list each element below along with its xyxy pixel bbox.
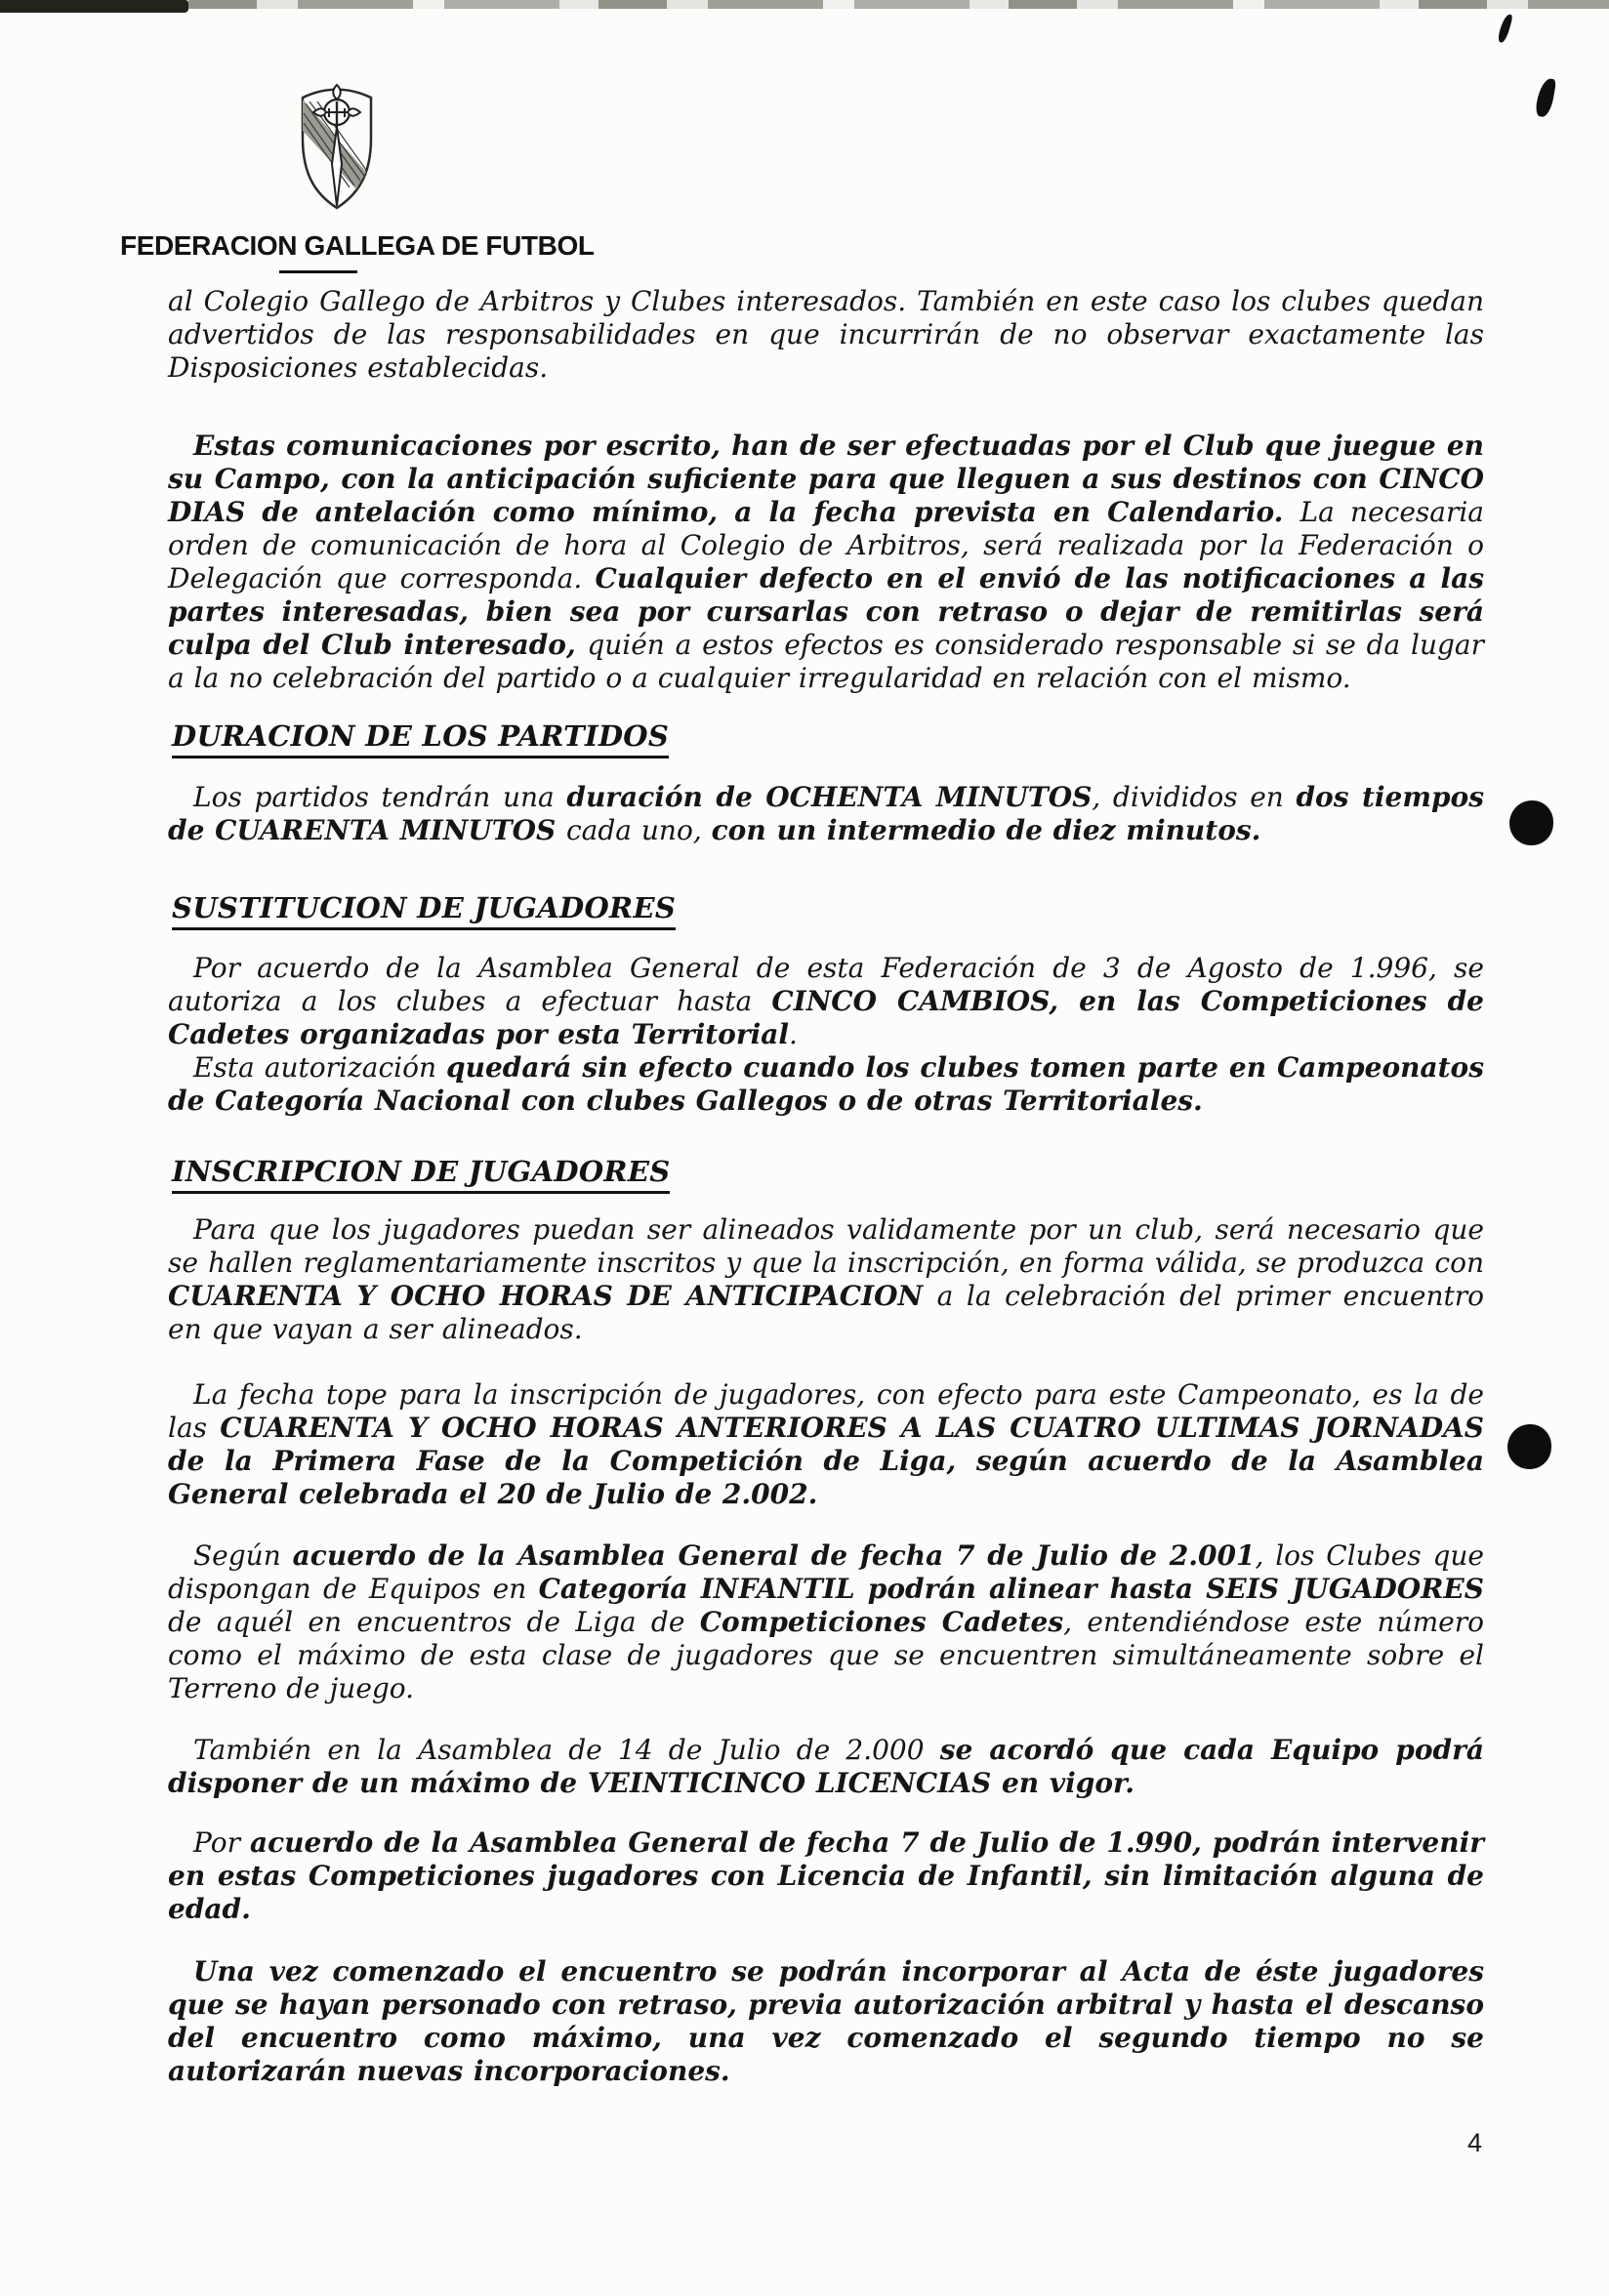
paragraph-registration-deadline: La fecha tope para la inscripción de jugadores, con efecto para este Campeonato, es la de las CUARENTA Y OCHO HORAS ANTERIORES A LAS CUATRO ULTIMAS JORNADAS de la Primera Fase de la Competición de Liga, según acuerdo de la Asamblea General celebrada el 20 de Julio de 2.002.: [168, 1378, 1484, 1510]
paragraph-communications: Estas comunicaciones por escrito, han de ser efectuadas por el Club que juegue en su Campo, con la anticipación suficiente para que lleguen a sus destinos con CINCO DIAS de antelación como mínimo, a la fecha prevista en Calendario. La necesaria orden de comunicación de hora al Colegio de Arbitros, será realizada por la Federación o Delegación que corresponda. Cualquier defecto en el envió de las notificaciones a las partes interesadas, bien sea por cursarlas con retraso o dejar de remitirlas será culpa del Club interesado, quién a estos efectos es considerado responsable si se da lugar a la no celebración del partido o a cualquier irregularidad en relación con el mismo.: [168, 430, 1485, 694]
org-title: FEDERACION GALLEGA DE FUTBOL: [120, 230, 595, 261]
scan-artifact-bar: [0, 0, 188, 13]
section-heading-sustitucion-text: SUSTITUCION DE JUGADORES: [172, 891, 676, 930]
punch-dot: [1509, 800, 1553, 845]
section-heading-inscripcion: [172, 1155, 670, 1188]
section-heading-inscripcion-text: INSCRIPCION DE JUGADORES: [172, 1155, 670, 1194]
section-heading-duracion-text: DURACION DE LOS PARTIDOS: [172, 719, 669, 758]
paragraph-infantil-license: Por acuerdo de la Asamblea General de fecha 7 de Julio de 1.990, podrán intervenir en estas Competiciones jugadores con Licencia de Infantil, sin limitación alguna de edad.: [168, 1826, 1484, 1925]
paragraph-match-duration: Los partidos tendrán una duración de OCHENTA MINUTOS, divididos en dos tiempos de CUARENTA MINUTOS cada uno, con un intermedio de diez minutos.: [168, 781, 1484, 846]
org-title-underline: [279, 270, 357, 273]
ink-mark: [1497, 13, 1513, 43]
punch-dot: [1507, 1424, 1551, 1469]
paragraph-licenses-limit: También en la Asamblea de 14 de Julio de 2.000 se acordó que cada Equipo podrá disponer de un máximo de VEINTICINCO LICENCIAS en vigor.: [168, 1734, 1484, 1799]
paragraph-notifications-intro: al Colegio Gallego de Arbitros y Clubes interesados. También en este caso los clubes quedan advertidos de las responsabilidades en que incurrirán de no observar exactamente las Disposiciones establecidas.: [168, 285, 1484, 384]
ink-mark: [1535, 77, 1557, 118]
paragraph-registration-requirement: Para que los jugadores puedan ser alineados validamente por un club, será necesario que se hallen reglamentariamente inscritos y que la inscripción, en forma válida, se produzca con CUARENTA Y OCHO HORAS DE ANTICIPACION a la celebración del primer encuentro en que vayan a ser alineados.: [168, 1213, 1484, 1345]
section-heading-duracion: [172, 719, 669, 753]
scan-artifact-smudge: [188, 0, 1609, 9]
paragraph-five-substitutions: Por acuerdo de la Asamblea General de esta Federación de 3 de Agosto de 1.996, se autoriza a los clubes a efectuar hasta CINCO CAMBIOS, en las Competiciones de Cadetes organizadas por esta Territorial.: [168, 952, 1484, 1050]
section-heading-sustitucion: [172, 891, 676, 924]
paragraph-infantil-players: Según acuerdo de la Asamblea General de fecha 7 de Julio de 2.001, los Clubes que dispongan de Equipos en Categoría INFANTIL podrán alinear hasta SEIS JUGADORES de aquél en encuentros de Liga de Competiciones Cadetes, entendiéndose este número como el máximo de esta clase de jugadores que se encuentren simultáneamente sobre el Terreno de juego.: [168, 1539, 1484, 1704]
paragraph-late-players: Una vez comenzado el encuentro se podrán incorporar al Acta de éste jugadores que se hayan personado con retraso, previa autorización arbitral y hasta el descanso del encuentro como máximo, una vez comenzado el segundo tiempo no se autorizarán nuevas incorporaciones.: [168, 1955, 1484, 2087]
paragraph-authorization-limit: Esta autorización quedará sin efecto cuando los clubes tomen parte en Campeonatos de Categoría Nacional con clubes Gallegos o de otras Territoriales.: [168, 1051, 1485, 1117]
page-number: 4: [1467, 2128, 1483, 2157]
substitution-paragraph-group: [168, 952, 1484, 1118]
shield-crest-icon: [296, 82, 378, 211]
